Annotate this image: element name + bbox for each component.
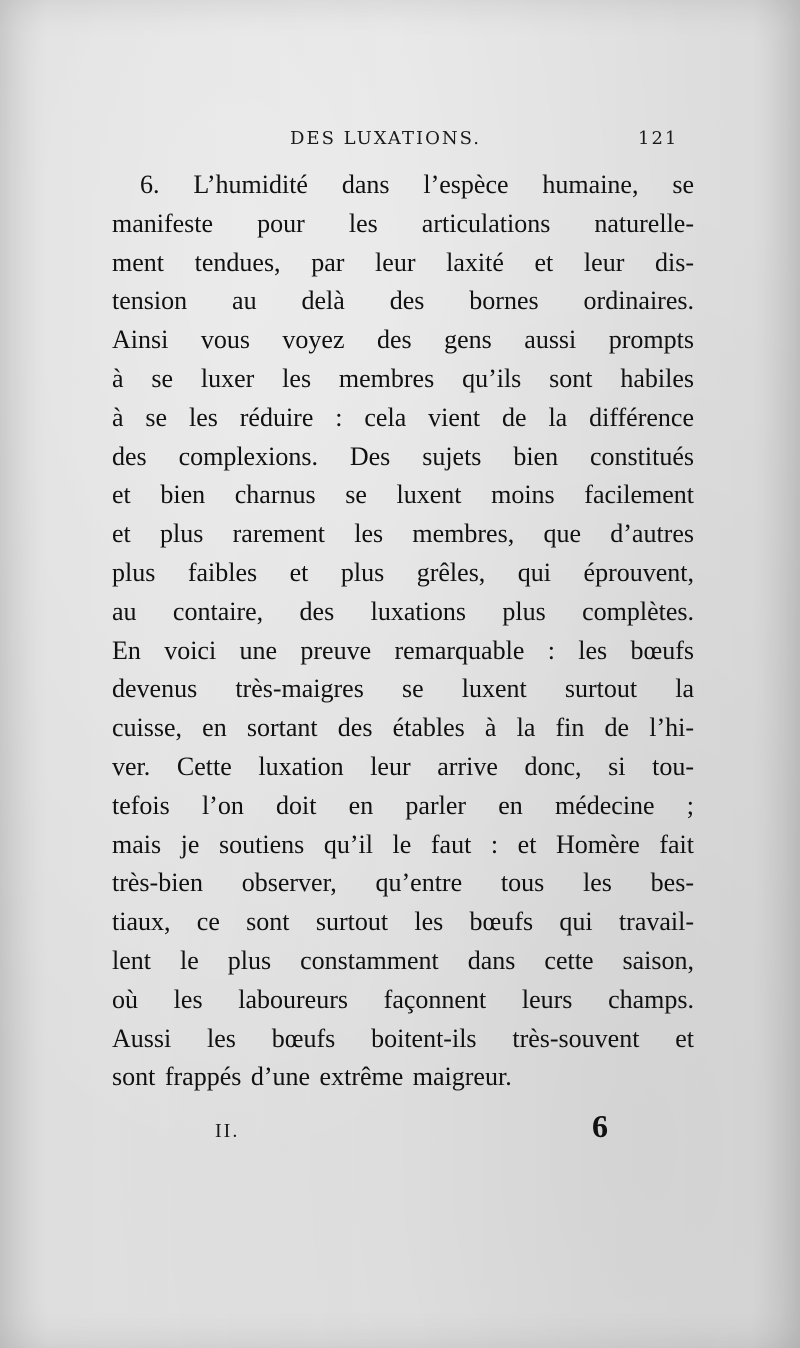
text-line: et plus rarement les membres, que d’autres — [112, 519, 694, 549]
text-line: devenus très-maigres se luxent surtout la — [112, 674, 694, 704]
text-line: cuisse, en sortant des étables à la fin de l’hi- — [112, 713, 694, 743]
text-line: 6. L’humidité dans l’espèce humaine, se — [140, 170, 694, 199]
page-number: 121 — [638, 128, 679, 149]
text-line: ver. Cette luxation leur arrive donc, si tou- — [112, 751, 694, 781]
text-line: au contaire, des luxations plus complètes. — [112, 596, 694, 626]
text-line: où les laboureurs façonnent leurs champs. — [112, 984, 694, 1014]
text-line: plus faibles et plus grêles, qui éprouvent, — [112, 557, 694, 587]
text-line: Ainsi vous voyez des gens aussi prompts — [112, 325, 694, 355]
text-line: des complexions. Des sujets bien constitués — [112, 441, 694, 471]
gathering-number: 6 — [592, 1108, 608, 1144]
running-head-title: DES LUXATIONS. — [290, 128, 481, 149]
text-line: mais je soutiens qu’il le faut : et Homère fait — [112, 829, 694, 859]
text-line: Aussi les bœufs boitent-ils très-souvent et — [112, 1023, 694, 1053]
text-line: tension au delà des bornes ordinaires. — [112, 286, 694, 316]
text-line: à se les réduire : cela vient de la différence — [112, 402, 694, 432]
text-line: En voici une preuve remarquable : les bœufs — [112, 635, 694, 665]
text-line: sont frappés d’une extrême maigreur. — [112, 1062, 512, 1092]
text-line: très-bien observer, qu’entre tous les bes- — [112, 868, 694, 898]
text-line: tefois l’on doit en parler en médecine ; — [112, 790, 694, 820]
text-line: tiaux, ce sont surtout les bœufs qui travail- — [112, 907, 694, 937]
text-line: et bien charnus se luxent moins facilement — [112, 480, 694, 510]
text-line: ment tendues, par leur laxité et leur dis- — [112, 247, 694, 277]
paragraph — [112, 166, 694, 1097]
text-line: lent le plus constamment dans cette saison, — [112, 945, 694, 975]
text-line: à se luxer les membres qu’ils sont habiles — [112, 363, 694, 393]
signature-mark: II. — [215, 1120, 240, 1142]
text-line: manifeste pour les articulations naturelle- — [112, 208, 694, 238]
